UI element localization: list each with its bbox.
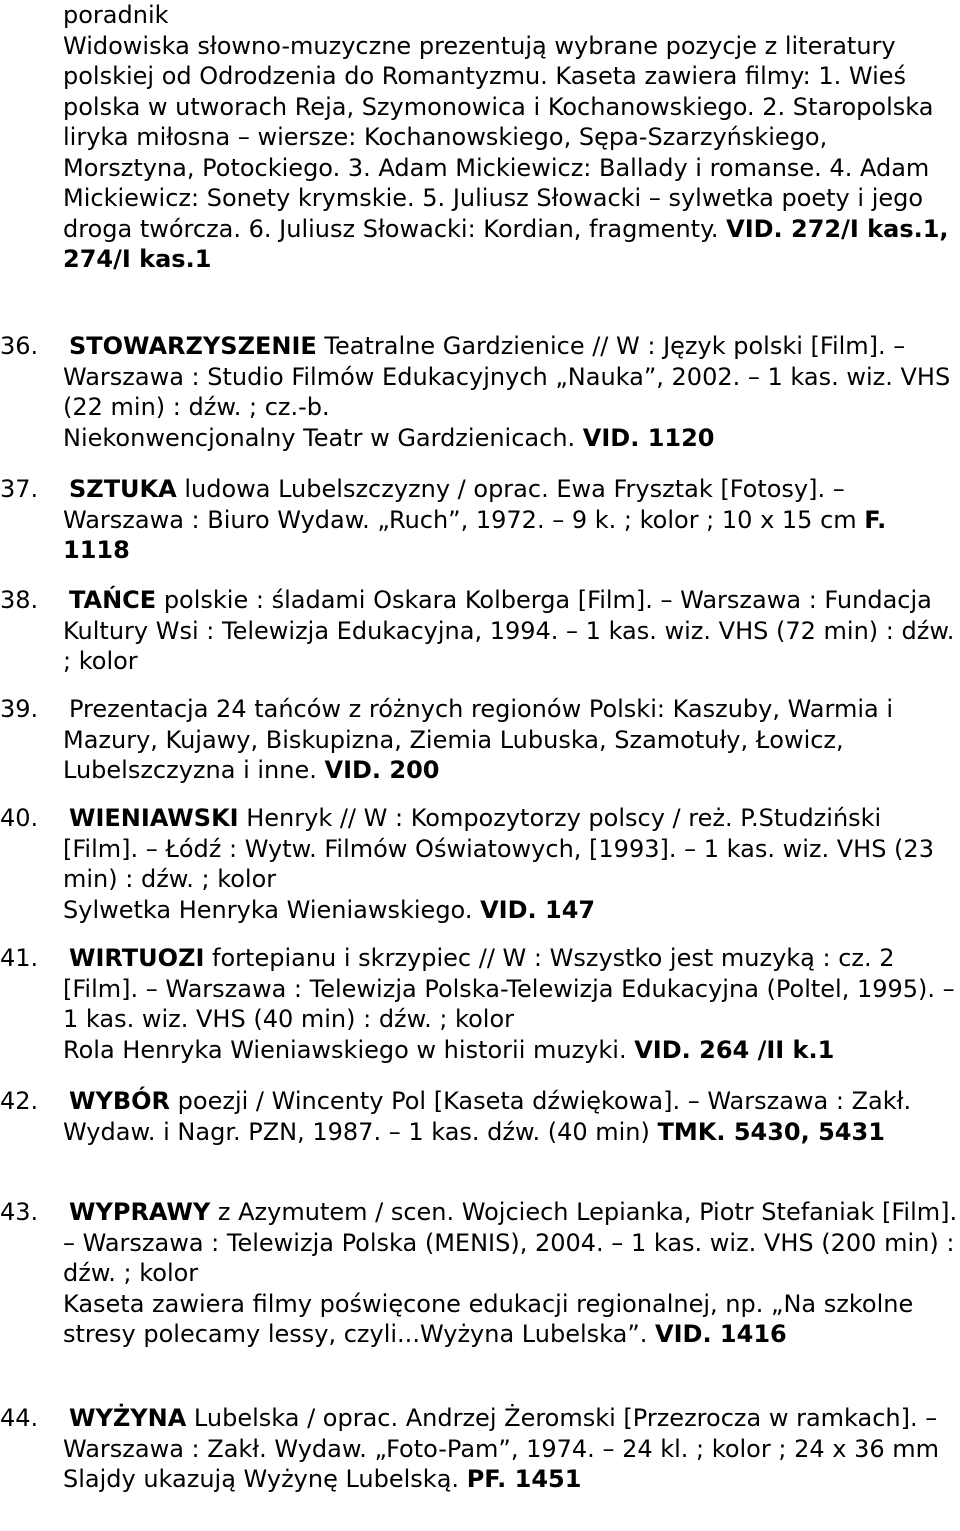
entry-number: 39. [0,695,39,723]
entry-description: Lubelska / oprac. Andrzej Żeromski [Przezrocza w ramkach]. – Warszawa : Zakł. Wydaw. „Foto-Pam”, 1974. – 24 kl. ; kolor ; 24 x 36 mm [63,1404,939,1463]
entry-heading: WYPRAWY [69,1198,211,1226]
entry-heading: WYBÓR [69,1087,171,1115]
entry-number: 38. [0,586,39,614]
entry-signature: VID. 1416 [655,1320,787,1348]
entry-number: 41. [0,944,39,972]
entry-note-line [63,423,958,454]
intro-text [63,31,958,275]
entry-note: Slajdy ukazują Wyżynę Lubelską. [63,1465,460,1493]
entry-signature: VID. 1120 [582,423,715,452]
entry-body [63,1403,958,1495]
entry-signature: VID. 200 [324,756,440,784]
entry-description: Prezentacja 24 tańców z różnych regionów Polski: Kaszuby, Warmia i Mazury, Kujawy, Biskupizna, Ziemia Lubuska, Szamotuły, Łowicz, Lubelszczyzna i inne. [63,695,894,784]
entry-number: 42. [0,1087,39,1115]
entry-signature: VID. 264 /II k.1 [634,1035,835,1064]
entry-number: 37. [0,475,39,503]
entry-note: Sylwetka Henryka Wieniawskiego. [63,895,473,924]
intro-body: Widowiska słowno-muzyczne prezentują wybrane pozycje z literatury polskiej od Odrodzenia do Romantyzmu. Kaseta zawiera filmy: 1. Wieś polska w utworach Reja, Szymonowica i Kochanowskiego. 2. Staropolska liryka miłosna – wiersze: Kochanowskiego, Sępa-Szarzyńskiego, Morsztyna, Potockiego. 3. Adam Mickiewicz: Ballady i romanse. 4. Adam Mickiewicz: Sonety krymskie. 5. Juliusz Słowacki – sylwetka poety i jego droga twórcza. 6. Juliusz Słowacki: Kordian, fragmenty. [63,31,934,243]
entry-note: Rola Henryka Wieniawskiego w historii muzyki. [63,1035,627,1064]
entry-description: polskie : śladami Oskara Kolberga [Film]. – Warszawa : Fundacja Kultury Wsi : Telewizja Edukacyjna, 1994. – 1 kas. wiz. VHS (72 min) : dźw. ; kolor [63,586,955,675]
entry-description: ludowa Lubelszczyzny / oprac. Ewa Frysztak [Fotosy]. – Warszawa : Biuro Wydaw. „Ruch”, 1972. – 9 k. ; kolor ; 10 x 15 cm [63,475,857,534]
entry-description: Henryk // W : Kompozytorzy polscy / reż. P.Studziński [Film]. – Łódź : Wytw. Filmów Oświatowych, [1993]. – 1 kas. wiz. VHS (23 min) : dźw. ; kolor [63,804,934,893]
entry-note-line [63,1289,958,1350]
entry-note: Niekonwencjonalny Teatr w Gardzienicach. [63,423,576,452]
entry-heading: TAŃCE [69,586,157,614]
entry-description: poezji / Wincenty Pol [Kaseta dźwiękowa]. – Warszawa : Zakł. Wydaw. i Nagr. PZN, 1987. – 1 kas. dźw. (40 min) [63,1087,912,1146]
entry-heading: WYŻYNA [69,1404,187,1432]
entry-heading: WIRTUOZI [69,944,205,972]
entry-number: 36. [0,332,39,360]
entry-body [63,585,958,677]
entry-body [63,694,958,786]
entry-note: Kaseta zawiera filmy poświęcone edukacji regionalnej, np. „Na szkolne stresy polecamy lessy, czyli...Wyżyna Lubelska”. [63,1289,914,1348]
entry-signature: TMK. 5430, 5431 [657,1117,885,1146]
entry-signature: PF. 1451 [466,1465,582,1493]
entry-note-line [63,1035,958,1066]
entry-heading: WIENIAWSKI [69,804,239,832]
entry-number: 44. [0,1404,39,1432]
intro-block [63,0,958,275]
entry-body [63,331,958,453]
entry-description: z Azymutem / scen. Wojciech Lepianka, Piotr Stefaniak [Film]. – Warszawa : Telewizja Polska (MENIS), 2004. – 1 kas. wiz. VHS (200 min) : dźw. ; kolor [63,1198,958,1287]
entry-note-line [63,1464,958,1495]
entry-body [63,1197,958,1350]
entry-body [63,474,958,566]
entry-number: 43. [0,1198,39,1226]
entry-heading: STOWARZYSZENIE [69,332,317,360]
entry-description: fortepianu i skrzypiec // W : Wszystko jest muzyką : cz. 2 [Film]. – Warszawa : Telewizja Polska-Telewizja Edukacyjna (Poltel, 1995). – 1 kas. wiz. VHS (40 min) : dźw. ; kolor [63,944,955,1033]
entry-heading: SZTUKA [69,475,177,503]
entry-signature: F. 1118 [63,505,887,564]
entry-body [63,803,958,925]
intro-signature: VID. 272/I kas.1, 274/I kas.1 [63,214,949,273]
intro-line: poradnik [63,1,169,29]
entry-body [63,1086,958,1147]
entry-signature: VID. 147 [480,895,596,924]
entry-number: 40. [0,804,39,832]
entry-description: Teatralne Gardzienice // W : Język polski [Film]. – Warszawa : Studio Filmów Edukacyjnych „Nauka”, 2002. – 1 kas. wiz. VHS (22 min) : dźw. ; cz.-b. [63,332,951,421]
entry-body [63,943,958,1065]
entry-note-line [63,895,958,926]
